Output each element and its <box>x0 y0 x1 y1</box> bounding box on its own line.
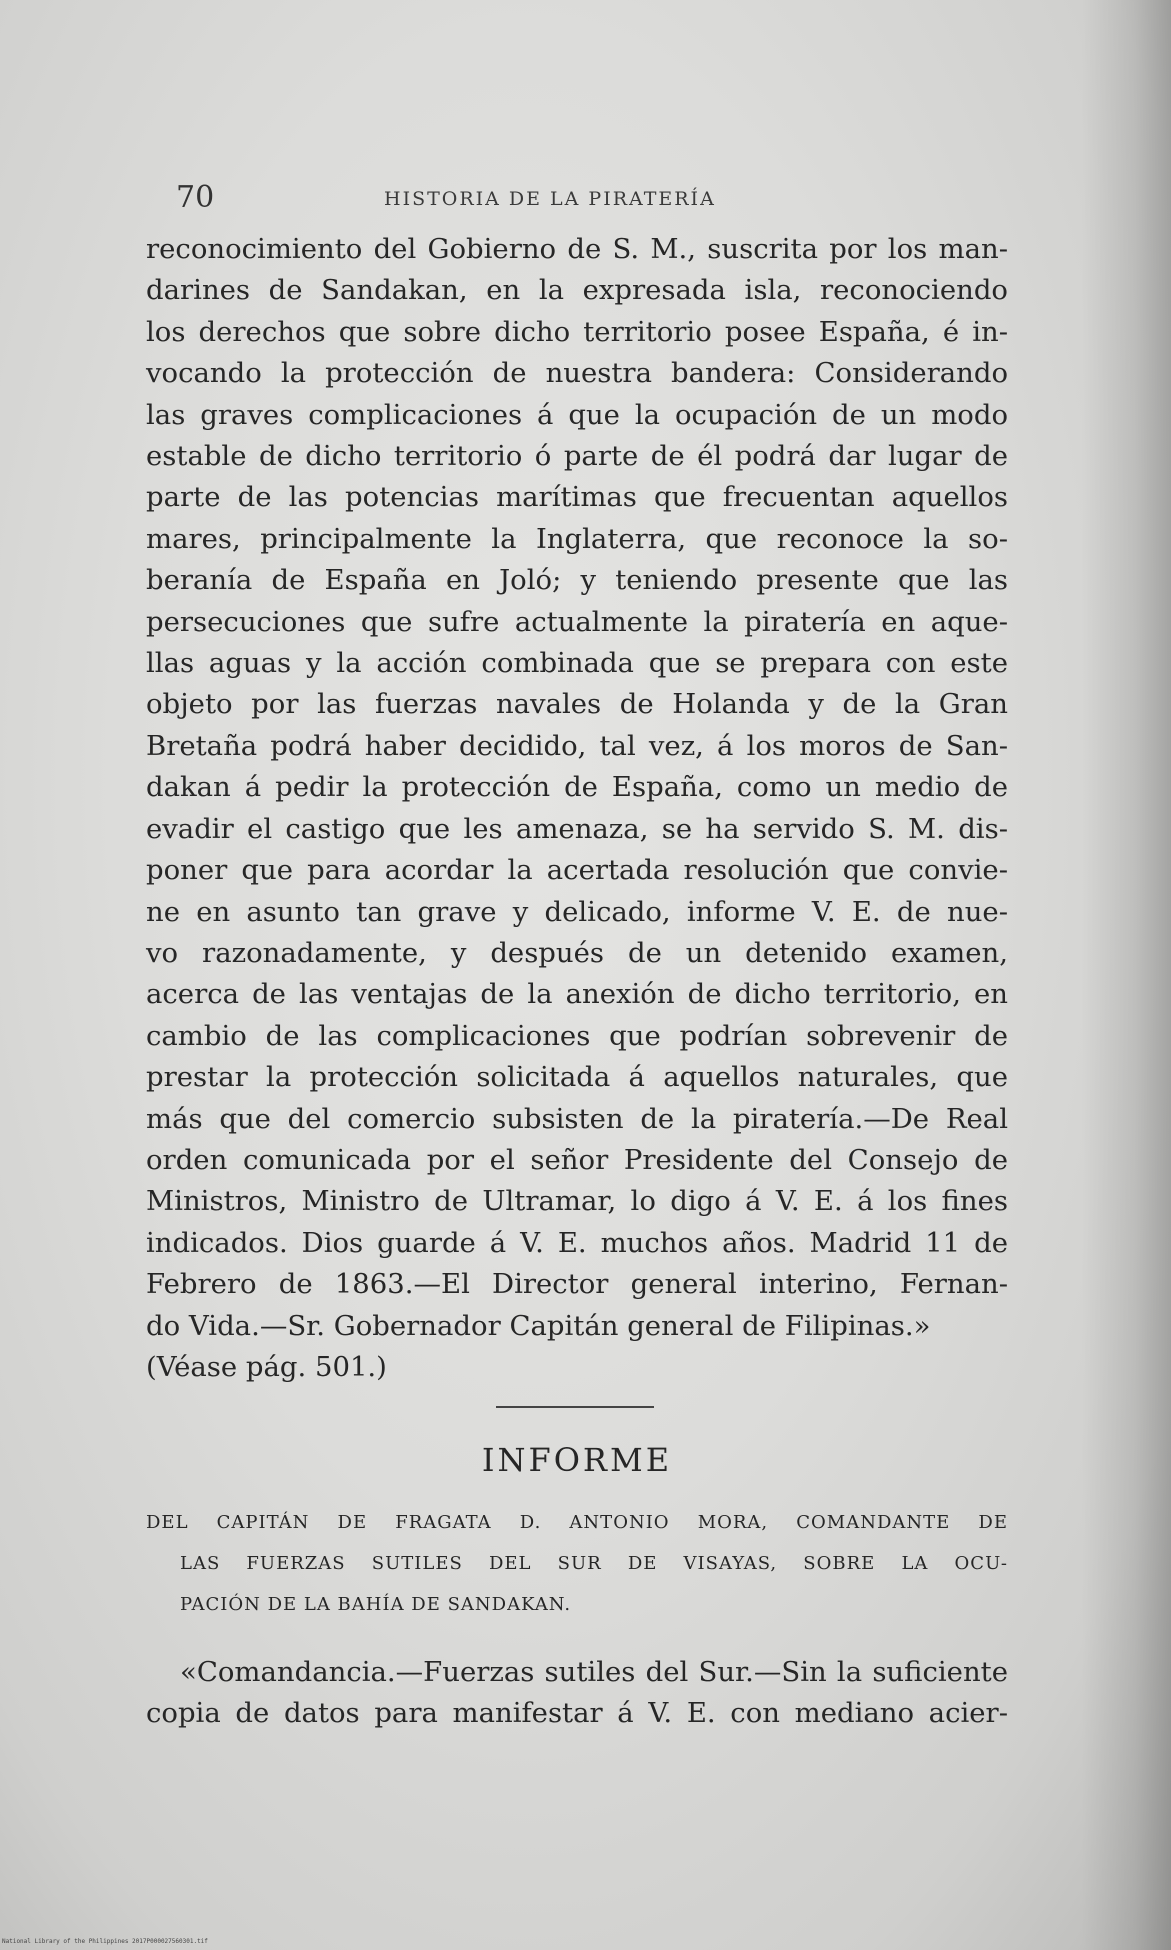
text-line: mares, principalmente la Inglaterra, que reconoce la so- <box>146 522 1008 555</box>
text-line: vocando la protección de nuestra bandera: Considerando <box>146 357 1008 390</box>
text-line: prestar la protección solicitada á aquellos naturales, que <box>146 1061 1008 1094</box>
text-line: cambio de las complicaciones que podrían sobrevenir de <box>146 1019 1008 1052</box>
text-line: orden comunicada por el señor Presidente del Consejo de <box>146 1143 1008 1176</box>
section-subtitle <box>146 1502 1008 1625</box>
text-line: evadir el castigo que les amenaza, se ha servido S. M. dis- <box>146 812 1008 845</box>
running-title: HISTORIA DE LA PIRATERÍA <box>384 188 716 210</box>
text-line: darines de Sandakan, en la expresada isla, reconociendo <box>146 274 1008 307</box>
running-head <box>176 180 1006 216</box>
text-line: do Vida.—Sr. Gobernador Capitán general de Filipinas.» <box>146 1309 931 1342</box>
subtitle-line: DEL CAPITÁN DE FRAGATA D. ANTONIO MORA, COMANDANTE DE <box>146 1512 1008 1533</box>
subtitle-line: PACIÓN DE LA BAHÍA DE SANDAKAN. <box>180 1594 572 1615</box>
text-line: «Comandancia.—Fuerzas sutiles del Sur.—Sin la suficiente <box>180 1656 1008 1688</box>
text-line: Febrero de 1863.—El Director general interino, Fernan- <box>146 1268 1008 1301</box>
text-line: beranía de España en Joló; y teniendo presente que las <box>146 564 1008 597</box>
section-divider <box>496 1406 654 1408</box>
text-line: dakan á pedir la protección de España, como un medio de <box>146 771 1008 804</box>
page-edge-shadow <box>1081 0 1171 1950</box>
text-line: llas aguas y la acción combinada que se prepara con este <box>146 647 1008 680</box>
page-number: 70 <box>176 180 215 215</box>
text-line: acerca de las ventajas de la anexión de dicho territorio, en <box>146 978 1008 1011</box>
text-line: copia de datos para manifestar á V. E. con mediano acier- <box>146 1697 1008 1730</box>
text-line: parte de las potencias marítimas que frecuentan aquellos <box>146 481 1008 514</box>
closing-paragraph <box>146 1652 1008 1735</box>
text-line: las graves complicaciones á que la ocupación de un modo <box>146 398 1008 431</box>
text-line: (Véase pág. 501.) <box>146 1350 387 1383</box>
scan-footer: National Library of the Philippines 2017P000027560301.tif <box>2 1938 208 1945</box>
text-line: más que del comercio subsisten de la piratería.—De Real <box>146 1102 1008 1135</box>
text-line: indicados. Dios guarde á V. E. muchos años. Madrid 11 de <box>146 1226 1008 1259</box>
text-line: los derechos que sobre dicho territorio posee España, é in- <box>146 315 1008 348</box>
subtitle-line: LAS FUERZAS SUTILES DEL SUR DE VISAYAS, SOBRE LA OCU- <box>180 1553 1008 1574</box>
text-line: poner que para acordar la acertada resolución que convie- <box>146 854 1008 887</box>
text-line: Ministros, Ministro de Ultramar, lo digo á V. E. á los fines <box>146 1185 1008 1218</box>
section-title: INFORME <box>481 1441 673 1479</box>
text-line: estable de dicho territorio ó parte de él podrá dar lugar de <box>146 440 1008 473</box>
body-text <box>146 229 1008 1388</box>
text-line: objeto por las fuerzas navales de Holanda y de la Gran <box>146 688 1008 721</box>
text-line: vo razonadamente, y después de un detenido examen, <box>146 936 1008 969</box>
text-line: Bretaña podrá haber decidido, tal vez, á los moros de San- <box>146 729 1008 762</box>
text-line: persecuciones que sufre actualmente la piratería en aque- <box>146 605 1008 638</box>
text-line: ne en asunto tan grave y delicado, informe V. E. de nue- <box>146 895 1008 928</box>
text-line: reconocimiento del Gobierno de S. M., suscrita por los man- <box>146 233 1008 265</box>
